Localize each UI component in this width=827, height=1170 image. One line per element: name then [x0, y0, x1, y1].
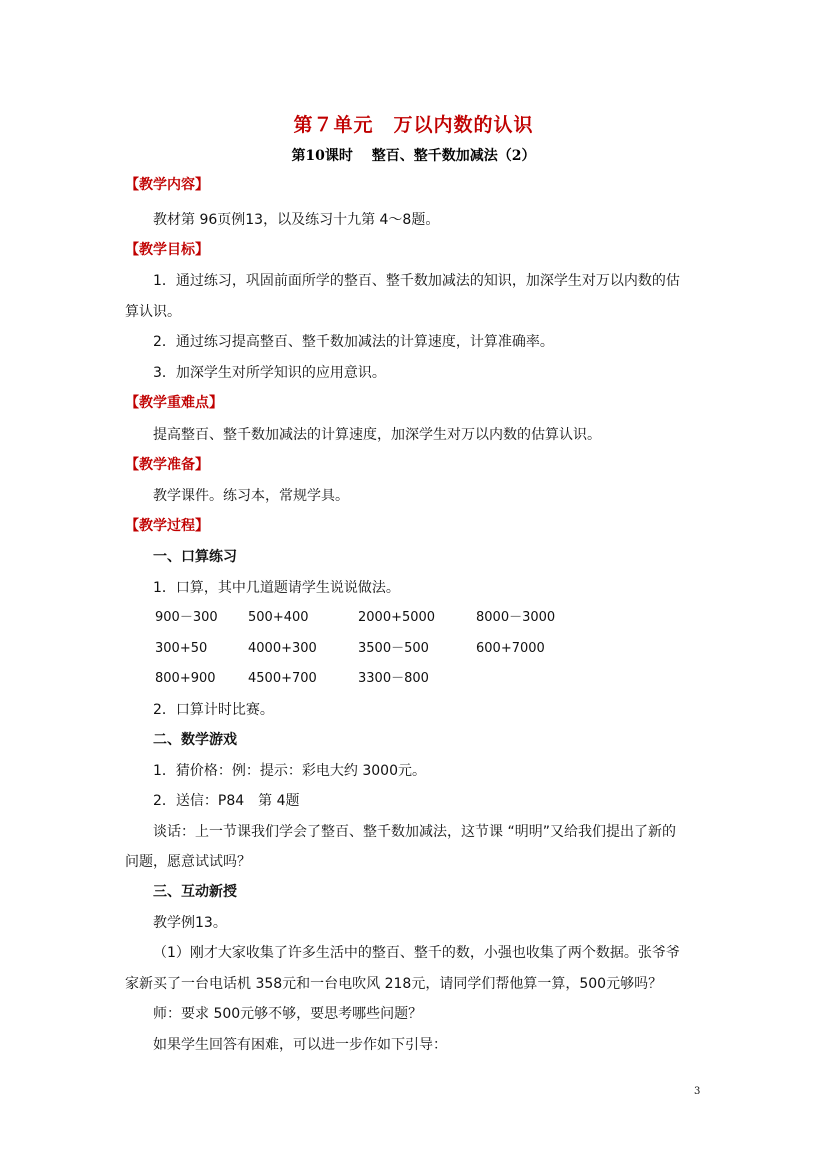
part-1-item-1: 1．口算，其中几道题请学生说说做法。 [153, 580, 400, 596]
math-expression: 300+50 [155, 641, 208, 656]
section-heading-goals: 【教学目标】 [125, 242, 209, 258]
part-1-item-2: 2．口算计时比赛。 [153, 702, 274, 718]
part-2-item-1: 1．猜价格：例：提示：彩电大约 3000元。 [153, 763, 426, 779]
part-3-problem-line-2: 家新买了一台电话机 358元和一台电吹风 218元，请同学们帮他算一算，500元够吗？ [125, 976, 663, 992]
part-3-teacher-question: 师：要求 500元够不够，要思考哪些问题？ [153, 1006, 423, 1022]
part-3-problem-line-1: （1）刚才大家收集了许多生活中的整百、整千的数，小强也收集了两个数据。张爷爷 [153, 945, 680, 961]
math-expression: 2000+5000 [358, 610, 436, 625]
part-1-heading: 一、口算练习 [153, 549, 237, 565]
unit-title: 第７单元 万以内数的认识 [293, 114, 534, 136]
goal-1-line-1: 1．通过练习，巩固前面所学的整百、整千数加减法的知识，加深学生对万以内数的估 [153, 273, 680, 289]
preparation-paragraph: 教学课件。练习本，常规学具。 [153, 488, 349, 504]
math-expression: 4000+300 [248, 641, 317, 656]
goal-3: 3．加深学生对所学知识的应用意识。 [153, 365, 386, 381]
goal-1-line-2: 算认识。 [125, 304, 181, 320]
page-number: 3 [694, 1086, 701, 1097]
key-points-paragraph: 提高整百、整千数加减法的计算速度，加深学生对万以内数的估算认识。 [153, 427, 601, 443]
math-expression: 4500+700 [248, 671, 317, 686]
part-3-heading: 三、互动新授 [153, 884, 237, 900]
goal-2: 2．通过练习提高整百、整千数加减法的计算速度，计算准确率。 [153, 334, 554, 350]
math-expression: 3300－800 [358, 671, 429, 686]
math-expression: 8000－3000 [476, 610, 556, 625]
part-2-heading: 二、数学游戏 [153, 732, 237, 748]
section-heading-preparation: 【教学准备】 [125, 457, 209, 473]
part-3-guidance: 如果学生回答有困难，可以进一步作如下引导： [153, 1037, 447, 1053]
math-expression: 600+7000 [476, 641, 545, 656]
part-2-item-2: 2．送信：P84 第 4题 [153, 793, 300, 809]
content-paragraph: 教材第 96页例13，以及练习十九第 4～8题。 [153, 212, 440, 228]
math-expression: 500+400 [248, 610, 309, 625]
math-expression: 900－300 [155, 610, 218, 625]
part-2-talk-line-1: 谈话：上一节课我们学会了整百、整千数加减法，这节课 “明明”又给我们提出了新的 [153, 824, 676, 840]
lesson-subtitle: 第10课时 整百、整千数加减法（2） [291, 148, 536, 164]
section-heading-key-points: 【教学重难点】 [125, 395, 223, 411]
section-heading-content: 【教学内容】 [125, 177, 209, 193]
math-expression: 3500－500 [358, 641, 429, 656]
math-expression: 800+900 [155, 671, 216, 686]
part-3-example: 教学例13。 [153, 915, 227, 931]
part-2-talk-line-2: 问题，愿意试试吗？ [125, 854, 251, 870]
section-heading-process: 【教学过程】 [125, 518, 209, 534]
